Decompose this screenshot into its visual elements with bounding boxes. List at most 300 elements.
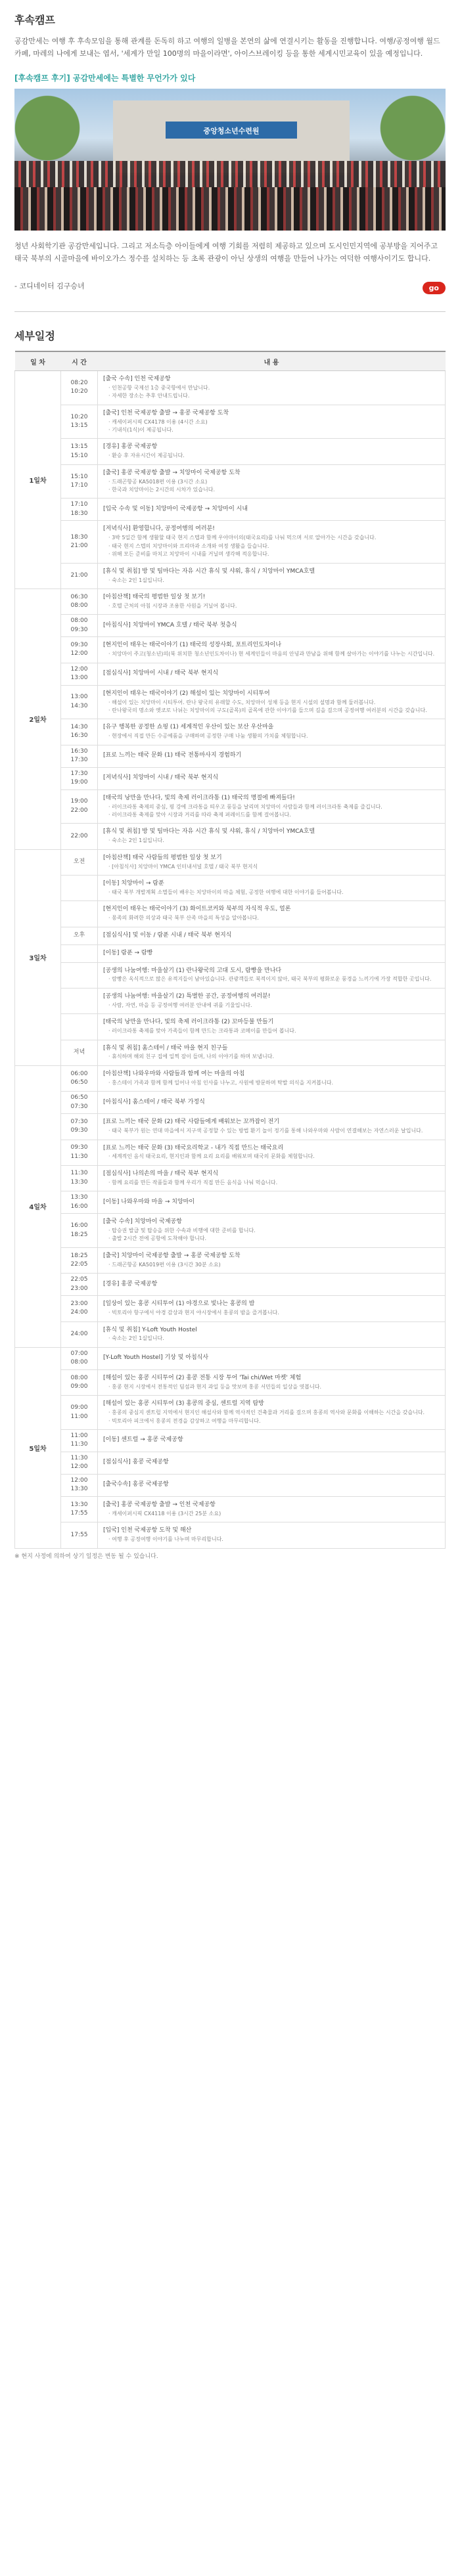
item-detail bbox=[103, 1053, 440, 1061]
item-detail bbox=[103, 889, 440, 897]
item-title: [해설이 있는 홍콩 시티투어 (3) 홍콩의 중심, 센트럴 지역 탐방 bbox=[103, 1400, 264, 1408]
time-cell: 07:30 09:30 bbox=[61, 1114, 98, 1140]
table-row bbox=[15, 789, 446, 824]
divider bbox=[14, 311, 446, 312]
table-row bbox=[15, 876, 446, 901]
content-cell bbox=[98, 1396, 446, 1430]
time-cell: 12:00 13:00 bbox=[61, 663, 98, 685]
item-detail-text: 숙소는 2인 1실입니다. bbox=[112, 1335, 164, 1342]
item-title: [출국 수속] 인천 국제공항 bbox=[103, 376, 171, 382]
table-row bbox=[15, 615, 446, 637]
item-detail bbox=[103, 384, 440, 392]
item-detail-text: 사람, 자연, 마을 등 공정여행 여러분 안내에 귀를 기울입니다. bbox=[112, 1002, 252, 1008]
bullet-icon: · bbox=[108, 577, 112, 583]
content-cell bbox=[98, 1140, 446, 1165]
item-detail bbox=[103, 1079, 440, 1087]
time-cell: 오후 bbox=[61, 927, 98, 944]
review-heading: [후속캠프 후기] 공감만세에는 특별한 무언가가 있다 bbox=[14, 73, 196, 83]
content-cell bbox=[98, 1214, 446, 1248]
content-cell bbox=[98, 1274, 446, 1296]
time-cell: 13:30 17:55 bbox=[61, 1496, 98, 1522]
bullet-icon: · bbox=[108, 427, 112, 433]
item-detail-text: 휴식하며 해외 친구 집에 일찍 잠이 들며, 나의 이야기를 하며 보냅니다. bbox=[112, 1054, 274, 1060]
time-cell: 13:15 15:10 bbox=[61, 439, 98, 464]
content-cell bbox=[98, 685, 446, 719]
time-cell: 06:30 08:00 bbox=[61, 588, 98, 614]
item-title: [출국] 홍콩 국제공항 출발 → 인천 국제공항 bbox=[103, 1501, 216, 1508]
camp-intro: 공감만세는 여행 후 후속모임을 통해 관계를 돈독히 하고 여행의 일병을 본연의 삶에 연결시키는 활동을 진행합니다. 여행/공정여행 월드카페, 마레의 나에게 보내는 엽서, '세계가 만일 100명의 마을이라면', 아이스브레이킹 등을 통한 세계시민교육이 있을 예정입니다. bbox=[14, 37, 440, 58]
bullet-icon: · bbox=[108, 1261, 112, 1268]
bullet-icon: · bbox=[108, 1054, 112, 1060]
table-row bbox=[15, 1040, 446, 1065]
table-row bbox=[15, 1065, 446, 1091]
table-row bbox=[15, 1321, 446, 1347]
item-title: [태국의 낭만을 만나다, 빛의 축제 러이크라통 (1) 태국의 명절에 빠져들다! bbox=[103, 794, 295, 801]
item-title: [저녁식사] 환영합니다, 공정여행의 여러분! bbox=[103, 525, 215, 533]
item-detail-text: 호텔 근처의 아침 시장과 조용한 사원을 거닐어 봅니다. bbox=[112, 602, 237, 609]
item-detail-text: 숙소는 2인 1실입니다. bbox=[112, 837, 164, 844]
item-title: [Y-Loft Youth Hostel] 기상 및 아침식사 bbox=[103, 1354, 209, 1362]
item-detail bbox=[103, 803, 440, 811]
item-title: [저녁식사] 치앙마이 시내 / 태국 북부 현지식 bbox=[103, 774, 219, 782]
item-detail bbox=[103, 418, 440, 426]
bullet-icon: · bbox=[108, 1383, 112, 1390]
item-title: [공생의 나눔여행: 마을살기 (1) 란나왕국의 고대 도시, 람빵을 만나다 bbox=[103, 967, 282, 974]
item-detail-text: 위해 모든 준비를 마치고 치앙마이 시내를 거닐며 생각해 적응합니다. bbox=[112, 551, 269, 558]
table-row bbox=[15, 1296, 446, 1321]
item-detail-text: 몽족의 화려한 의상과 태국 북부 산족 마을의 특성을 알아봅니다. bbox=[112, 915, 259, 922]
table-row bbox=[15, 1474, 446, 1496]
table-row bbox=[15, 824, 446, 849]
item-title: [점심식사] 및 이동 / 람푼 시내 / 태국 북부 현지식 bbox=[103, 931, 232, 939]
item-detail bbox=[103, 1153, 440, 1161]
content-cell bbox=[98, 1114, 446, 1140]
content-cell bbox=[98, 849, 446, 875]
content-cell bbox=[98, 901, 446, 927]
time-cell: 16:00 18:25 bbox=[61, 1214, 98, 1248]
bullet-icon: · bbox=[108, 1028, 112, 1034]
table-row bbox=[15, 563, 446, 588]
item-detail-text: 람빵은 옥식적으로 많은 유적지들이 남아있습니다. 관광객들로 북적이지 않아, 태국 북부의 평화로운 풍경을 느끼기에 가장 적합한 곳입니다. bbox=[112, 976, 432, 983]
table-row bbox=[15, 637, 446, 663]
content-cell bbox=[98, 962, 446, 988]
item-title: [출국 수속] 치앙마이 국제공항 bbox=[103, 1218, 182, 1226]
item-detail-text: 러이크라통 축제를 맞아 가족들이 함께 만드는 크라통과 코메이를 만들어 봅니다. bbox=[112, 1028, 296, 1034]
content-cell bbox=[98, 1321, 446, 1347]
content-cell bbox=[98, 1496, 446, 1522]
item-detail-text: 출발 2시간 전에 공항에 도착해야 합니다. bbox=[112, 1235, 207, 1242]
item-detail bbox=[103, 1179, 440, 1187]
table-row bbox=[15, 1429, 446, 1452]
content-cell bbox=[98, 1522, 446, 1548]
content-cell bbox=[98, 745, 446, 767]
item-detail-text: 한국과 치앙마이는 2시간의 시차가 있습니다. bbox=[112, 487, 216, 493]
item-detail bbox=[103, 650, 440, 658]
time-cell: 10:20 13:15 bbox=[61, 405, 98, 439]
item-detail bbox=[103, 1510, 440, 1518]
item-detail-text: 캐세이퍼시픽 CX4118 이용 (3시간 25분 소요) bbox=[112, 1510, 221, 1517]
bullet-icon: · bbox=[108, 453, 112, 459]
content-cell bbox=[98, 1065, 446, 1091]
table-row bbox=[15, 464, 446, 499]
item-detail bbox=[103, 392, 440, 400]
item-detail-text: 빅토리아 항구에서 야경 감상과 현지 야시장에서 홍콩의 밤을 즐겨봅니다. bbox=[112, 1310, 279, 1316]
table-row bbox=[15, 1496, 446, 1522]
item-detail-text: 인천공항 국제선 1층 중국항에서 만납니다. bbox=[112, 384, 210, 391]
time-cell: 24:00 bbox=[61, 1321, 98, 1347]
review-story: 청년 사회학기관 공감만세입니다. 그리고 저소득층 아이들에게 여행 기회를 저렴히 제공하고 있으며 도시인민지역에 공부방을 지어주고 태국 북부의 시골마을에 바이오가스 정수를 설치하는 등 초록 관광이 아닌 상생의 여행을 만들어 나가는 여덕한 여행사이기도 합니다. bbox=[14, 241, 438, 263]
bullet-icon: · bbox=[108, 889, 112, 895]
camp-title: 후속캠프 bbox=[14, 14, 55, 26]
item-title: [이동] 치앙마이 → 람푼 bbox=[103, 880, 164, 887]
table-row bbox=[15, 745, 446, 767]
table-header-row bbox=[15, 351, 446, 371]
item-title: [이동] 람푼 → 람빵 bbox=[103, 949, 153, 956]
item-detail-text: 태국 북부가 원는 연대 마을에서 지구색 공정할 수 있는 방법 환기 놀이 정기를 통해 나와우마와 사람이 연결해보는 자연스러운 날입니다. bbox=[112, 1128, 423, 1134]
item-detail-text: 드래곤항공 KA5018편 이용 (3시간 소요) bbox=[112, 478, 208, 485]
day-label: 3일차 bbox=[15, 849, 61, 1065]
content-cell bbox=[98, 1191, 446, 1214]
bullet-icon: · bbox=[108, 1228, 112, 1234]
content-cell bbox=[98, 1092, 446, 1114]
item-detail-text: 해설이 있는 치앙마이 시티투어. 란나 왕국의 유래할 수도, 치앙마이 성채 등을 현지 시설의 설명과 함께 둘러봅니다. bbox=[112, 699, 376, 705]
time-cell: 오전 bbox=[61, 849, 98, 875]
content-cell bbox=[98, 615, 446, 637]
table-row bbox=[15, 719, 446, 745]
time-cell: 09:30 11:30 bbox=[61, 1140, 98, 1165]
bullet-icon: · bbox=[108, 418, 112, 425]
time-cell: 16:30 17:30 bbox=[61, 745, 98, 767]
item-detail bbox=[103, 1383, 440, 1391]
content-cell bbox=[98, 563, 446, 588]
item-detail-text: 드래곤항공 KA5019편 이용 (3시간 30분 소요) bbox=[112, 1261, 221, 1268]
bullet-icon: · bbox=[108, 1153, 112, 1160]
item-detail bbox=[103, 1227, 440, 1235]
item-detail-text: 캐세이퍼시픽 CX4178 이용 (4시간 소요) bbox=[112, 418, 208, 425]
group-photo bbox=[14, 89, 446, 231]
item-title: [점심식사] 나의손의 마을 / 태국 북부 현지식 bbox=[103, 1170, 219, 1177]
item-title: [경유] 홍콩 국제공항 bbox=[103, 443, 158, 451]
time-cell: 06:50 07:30 bbox=[61, 1092, 98, 1114]
item-title: [입국 수속 및 이동] 치앙마이 국제공항 → 치앙마이 시내 bbox=[103, 506, 248, 513]
time-cell: 12:00 13:30 bbox=[61, 1474, 98, 1496]
item-title: [경유] 홍콩 국제공항 bbox=[103, 1280, 158, 1287]
item-detail bbox=[103, 1335, 440, 1343]
table-row bbox=[15, 1369, 446, 1395]
bullet-icon: · bbox=[108, 733, 112, 740]
content-cell bbox=[98, 927, 446, 944]
table-row bbox=[15, 849, 446, 875]
item-detail bbox=[103, 1261, 440, 1269]
time-cell bbox=[61, 988, 98, 1013]
item-detail-text: 치앙마이 주고(청소년)의(북 위치한 청소년인도차이나) 현 세계인들이 마음의 안녕과 만남을 위해 함께 살아가는 이야기를 나누는 시간입니다. bbox=[112, 651, 435, 657]
item-detail bbox=[103, 1235, 440, 1243]
content-cell bbox=[98, 1014, 446, 1040]
table-row bbox=[15, 901, 446, 927]
time-cell: 13:00 14:30 bbox=[61, 685, 98, 719]
item-detail bbox=[103, 534, 440, 542]
item-detail bbox=[103, 1027, 440, 1035]
item-detail-text: 환승 후 자유시간이 제공됩니다. bbox=[112, 453, 185, 459]
content-cell bbox=[98, 521, 446, 563]
time-cell: 저녁 bbox=[61, 1040, 98, 1065]
time-cell: 18:25 22:05 bbox=[61, 1247, 98, 1273]
time-cell: 15:10 17:10 bbox=[61, 464, 98, 499]
table-row bbox=[15, 988, 446, 1013]
item-title: [아침산책] 태국 사람들의 평범한 일상 첫 보기 bbox=[103, 854, 222, 861]
table-row bbox=[15, 962, 446, 988]
bullet-icon: · bbox=[108, 863, 112, 870]
content-cell bbox=[98, 1347, 446, 1369]
table-row bbox=[15, 588, 446, 614]
bullet-icon: · bbox=[108, 551, 112, 558]
item-title: [출국수속] 홍콩 국제공항 bbox=[103, 1481, 169, 1488]
table-row bbox=[15, 767, 446, 789]
item-title: [점심식사] 치앙마이 시내 / 태국 북부 현지식 bbox=[103, 670, 219, 677]
item-detail bbox=[103, 478, 440, 486]
item-detail bbox=[103, 914, 440, 922]
item-title: [태국의 낭만을 만나다, 빛의 축제 러이크라통 (2) 꼬마등불 만들기 bbox=[103, 1019, 274, 1026]
content-cell bbox=[98, 719, 446, 745]
bullet-icon: · bbox=[108, 1235, 112, 1242]
item-title: [표로 느끼는 태국 문화 (2) 태국 사람들에게 배워보는 꼬까잡이 전기 bbox=[103, 1119, 280, 1126]
content-cell bbox=[98, 1429, 446, 1452]
table-row bbox=[15, 1396, 446, 1430]
content-cell bbox=[98, 1452, 446, 1474]
time-cell: 23:00 24:00 bbox=[61, 1296, 98, 1321]
photo-sign: 중앙청소년수련원 bbox=[203, 126, 260, 135]
time-cell: 17:10 18:30 bbox=[61, 499, 98, 521]
item-detail-text: 탑승권 발급 및 탑승을 위한 수속과 비행에 대한 준비를 합니다. bbox=[112, 1228, 256, 1234]
item-title: [점심식사] 홍콩 국제공항 bbox=[103, 1459, 169, 1466]
table-row bbox=[15, 944, 446, 962]
day-label: 2일차 bbox=[15, 588, 61, 849]
table-row bbox=[15, 1247, 446, 1273]
item-detail-text: 홍콩의 중심지 센트럴 지역에서 현지인 해설사와 함께 역사적인 건축물과 거리를 걸으며 홍콩의 역사와 문화를 이해하는 시간을 갖습니다. bbox=[112, 1410, 425, 1416]
content-cell bbox=[98, 944, 446, 962]
item-detail-text: 러이크라통 축제의 중심, 핑 강에 크라통을 띄우고 풍등을 날리며 치앙마이 사람들과 함께 러이크라통 축제를 즐깁니다. bbox=[112, 803, 382, 810]
time-cell bbox=[61, 962, 98, 988]
bullet-icon: · bbox=[108, 837, 112, 844]
item-detail-text: 러이크라통 축제를 맞아 시장과 거리를 따라 축제 퍼레이드를 함께 걸어봅니다. bbox=[112, 811, 291, 818]
item-detail-text: [아침식사] 치앙마이 YMCA 인터내셔널 호텔 / 태국 북부 현지식 bbox=[112, 863, 258, 870]
item-title: [현지인이 태우는 태국이야기 (2) 해설이 있는 치앙마이 시티투어 bbox=[103, 690, 270, 697]
time-cell: 06:00 06:50 bbox=[61, 1065, 98, 1091]
go-button[interactable]: go bbox=[423, 282, 446, 294]
table-row bbox=[15, 439, 446, 464]
table-row bbox=[15, 1191, 446, 1214]
item-detail bbox=[103, 1417, 440, 1425]
item-detail bbox=[103, 1309, 440, 1317]
content-cell bbox=[98, 1296, 446, 1321]
time-cell: 08:00 09:00 bbox=[61, 1369, 98, 1395]
item-detail bbox=[103, 550, 440, 558]
signature: - 코디네이터 김구승녀 bbox=[14, 282, 85, 290]
item-detail bbox=[103, 699, 440, 707]
table-row bbox=[15, 1214, 446, 1248]
bullet-icon: · bbox=[108, 803, 112, 810]
bullet-icon: · bbox=[108, 976, 112, 983]
time-cell: 22:00 bbox=[61, 824, 98, 849]
item-detail bbox=[103, 732, 440, 740]
item-title: [휴식 및 취침] Y-Loft Youth Hostel bbox=[103, 1326, 197, 1333]
content-cell bbox=[98, 499, 446, 521]
content-cell bbox=[98, 464, 446, 499]
bullet-icon: · bbox=[108, 543, 112, 549]
item-detail-text: 태국 북부 개발계획 소멸들이 배우는 치앙마이의 마을 체험, 공정한 여행에 대한 이야기를 들어봅니다. bbox=[112, 889, 344, 895]
item-detail bbox=[103, 577, 440, 585]
table-row bbox=[15, 521, 446, 563]
item-detail bbox=[103, 975, 440, 983]
item-title: [아침식사] 치앙마이 YMCA 호텔 / 태국 북부 첫층식 bbox=[103, 621, 237, 629]
content-cell bbox=[98, 767, 446, 789]
bullet-icon: · bbox=[108, 384, 112, 391]
item-detail-text: 함께 요리를 만든 작품들과 함께 우리가 직접 만든 음식을 나눠 먹습니다. bbox=[112, 1179, 278, 1186]
item-detail-text: 란나왕국의 명소와 엣코로 나뉘는 치앙마이의 구도(골목)의 골목에 관한 이야기를 들으며 길을 걸으며 공정여행 여러분의 시간을 갖습니다. bbox=[112, 707, 427, 713]
item-title: [아침산책] 나와우마와 사람들과 함께 여는 마을의 아침 bbox=[103, 1070, 245, 1077]
content-cell bbox=[98, 588, 446, 614]
item-title: [출국] 치앙마이 국제공항 출발 → 홍콩 국제공항 도착 bbox=[103, 1252, 241, 1259]
item-detail bbox=[103, 811, 440, 819]
content-cell bbox=[98, 1165, 446, 1191]
bullet-icon: · bbox=[108, 602, 112, 609]
bullet-icon: · bbox=[108, 1410, 112, 1416]
item-detail-text: 태국 현지 스텝의 치앙마이와 프리마과 소개와 여정 생활을 들습니다. bbox=[112, 543, 269, 549]
item-title: [아침식사] 홈스테이 / 태국 북부 가정식 bbox=[103, 1098, 205, 1105]
item-detail bbox=[103, 863, 440, 871]
table-row bbox=[15, 927, 446, 944]
content-cell bbox=[98, 663, 446, 685]
table-row bbox=[15, 405, 446, 439]
item-detail-text: 3박 5일간 함께 생활할 태국 현지 스텝과 함께 우아마이의(태국요리)를 나눠 먹으며 서로 알아가는 시간을 갖습니다. bbox=[112, 535, 377, 541]
bullet-icon: · bbox=[108, 535, 112, 541]
schedule-title: 세부일정 bbox=[14, 330, 55, 342]
content-cell bbox=[98, 789, 446, 824]
content-cell bbox=[98, 1040, 446, 1065]
item-title: [출국] 인천 국제공항 출발 → 홍콩 국제공항 도착 bbox=[103, 409, 229, 416]
table-row bbox=[15, 1274, 446, 1296]
schedule-table bbox=[14, 351, 446, 1549]
table-row bbox=[15, 1114, 446, 1140]
time-cell: 19:00 22:00 bbox=[61, 789, 98, 824]
table-row bbox=[15, 1165, 446, 1191]
bullet-icon: · bbox=[108, 699, 112, 705]
table-row bbox=[15, 663, 446, 685]
time-cell: 11:30 13:30 bbox=[61, 1165, 98, 1191]
item-title: [해설이 있는 홍콩 시티투어 (2) 홍콩 전통 시장 투어 'Tai chi/Wet 마켓' 체험 bbox=[103, 1374, 302, 1381]
time-cell: 18:30 21:00 bbox=[61, 521, 98, 563]
bullet-icon: · bbox=[108, 651, 112, 657]
bullet-icon: · bbox=[108, 1128, 112, 1134]
item-title: [현지인이 태우는 태국이야기 (3) 화이트코커와 북부의 자식적 우도, 얼론 bbox=[103, 906, 291, 913]
bullet-icon: · bbox=[108, 1536, 112, 1543]
bullet-icon: · bbox=[108, 1002, 112, 1008]
bullet-icon: · bbox=[108, 1310, 112, 1316]
time-cell bbox=[61, 944, 98, 962]
item-title: [유구 행복한 공정한 쇼핑 (1) 세계적인 우산이 있는 보산 우산마을 bbox=[103, 724, 274, 731]
table-row bbox=[15, 1452, 446, 1474]
item-detail bbox=[103, 1536, 440, 1543]
time-cell: 13:30 16:00 bbox=[61, 1191, 98, 1214]
bullet-icon: · bbox=[108, 915, 112, 922]
content-cell bbox=[98, 988, 446, 1013]
time-cell: 14:30 16:30 bbox=[61, 719, 98, 745]
item-title: [휴식 및 취침] 방 및 팀마다는 자유 시간 휴식 및 샤워, 휴식 / 치앙마이 YMCA호텔 bbox=[103, 828, 315, 835]
item-detail-text: 자세한 장소는 추후 안내드립니다. bbox=[112, 393, 190, 399]
time-cell: 22:05 23:00 bbox=[61, 1274, 98, 1296]
time-cell: 17:30 19:00 bbox=[61, 767, 98, 789]
item-title: [공생의 나눔여행: 마을살기 (2) 특별한 공간, 공정여행의 여러분! bbox=[103, 992, 271, 1000]
bullet-icon: · bbox=[108, 478, 112, 485]
item-detail bbox=[103, 837, 440, 845]
content-cell bbox=[98, 876, 446, 901]
item-detail bbox=[103, 543, 440, 550]
time-cell: 09:30 12:00 bbox=[61, 637, 98, 663]
table-row bbox=[15, 685, 446, 719]
item-detail-text: 숙소는 2인 1실입니다. bbox=[112, 577, 164, 583]
header-content: 내 용 bbox=[98, 351, 446, 371]
bullet-icon: · bbox=[108, 1179, 112, 1186]
item-title: [이동] 센트럴 → 홍콩 국제공항 bbox=[103, 1436, 183, 1444]
content-cell bbox=[98, 405, 446, 439]
table-row bbox=[15, 499, 446, 521]
content-cell bbox=[98, 439, 446, 464]
bullet-icon: · bbox=[108, 1335, 112, 1342]
time-cell bbox=[61, 901, 98, 927]
item-title: [이동] 나와우마와 마을 → 치앙마이 bbox=[103, 1198, 195, 1205]
content-cell bbox=[98, 1247, 446, 1273]
item-title: [아침산책] 태국의 평범한 일상 첫 보기! bbox=[103, 593, 206, 600]
content-cell bbox=[98, 1474, 446, 1496]
item-detail bbox=[103, 1002, 440, 1010]
item-detail-text: 홍스테이 가족과 함께 함께 일어나 아침 인사를 나누고, 사원에 방문하며 탁발 의식을 지켜봅니다. bbox=[112, 1079, 334, 1086]
time-cell: 08:00 09:30 bbox=[61, 615, 98, 637]
time-cell: 11:30 12:00 bbox=[61, 1452, 98, 1474]
item-detail bbox=[103, 602, 440, 610]
item-detail-text: 여행 후 공정여행 이야기를 나누며 마무리합니다. bbox=[112, 1536, 223, 1543]
bullet-icon: · bbox=[108, 811, 112, 818]
header-day: 일 차 bbox=[15, 351, 61, 371]
header-time: 시 간 bbox=[61, 351, 98, 371]
item-title: [휴식 및 취침] 방 및 팀마다는 자유 시간 휴식 및 샤워, 휴식 / 치앙마이 YMCA호텔 bbox=[103, 567, 315, 575]
time-cell: 17:55 bbox=[61, 1522, 98, 1548]
day-label: 1일차 bbox=[15, 371, 61, 589]
time-cell: 07:00 08:00 bbox=[61, 1347, 98, 1369]
item-detail bbox=[103, 452, 440, 460]
item-title: [휴식 및 취침] 홈스테이 / 태국 마을 현지 친구들 bbox=[103, 1044, 228, 1052]
time-cell: 11:00 11:30 bbox=[61, 1429, 98, 1452]
table-row bbox=[15, 1092, 446, 1114]
bullet-icon: · bbox=[108, 393, 112, 399]
table-row bbox=[15, 371, 446, 405]
item-detail-text: 빅토리아 피크에서 홍콩의 전경을 감상하고 여행을 마무리합니다. bbox=[112, 1417, 261, 1424]
item-title: [일상이 있는 홍콩 시티투어 (1) 야경으로 빛나는 홍콩의 밤 bbox=[103, 1300, 255, 1308]
item-detail-text: 기내식(1식)이 제공됩니다. bbox=[112, 427, 173, 433]
day-label: 4일차 bbox=[15, 1065, 61, 1347]
footnote: ※ 현지 사정에 의하여 상기 일정은 변동 될 수 있습니다. bbox=[14, 1553, 158, 1560]
item-title: [출국] 홍콩 국제공항 출발 → 치앙마이 국제공항 도착 bbox=[103, 469, 241, 476]
item-title: [표로 느끼는 태국 문화 (1) 태국 전통마사지 경험하기 bbox=[103, 752, 242, 759]
item-detail-text: 홍콩 현지 시장에서 전통적인 딤섬과 현지 과일 등을 맛보며 홍콩 서민들의 일상을 엿봅니다. bbox=[112, 1383, 322, 1390]
bullet-icon: · bbox=[108, 1079, 112, 1086]
time-cell: 08:20 10:20 bbox=[61, 371, 98, 405]
table-row bbox=[15, 1140, 446, 1165]
item-detail bbox=[103, 486, 440, 494]
content-cell bbox=[98, 371, 446, 405]
item-detail bbox=[103, 707, 440, 715]
item-detail bbox=[103, 1409, 440, 1417]
time-cell bbox=[61, 1014, 98, 1040]
